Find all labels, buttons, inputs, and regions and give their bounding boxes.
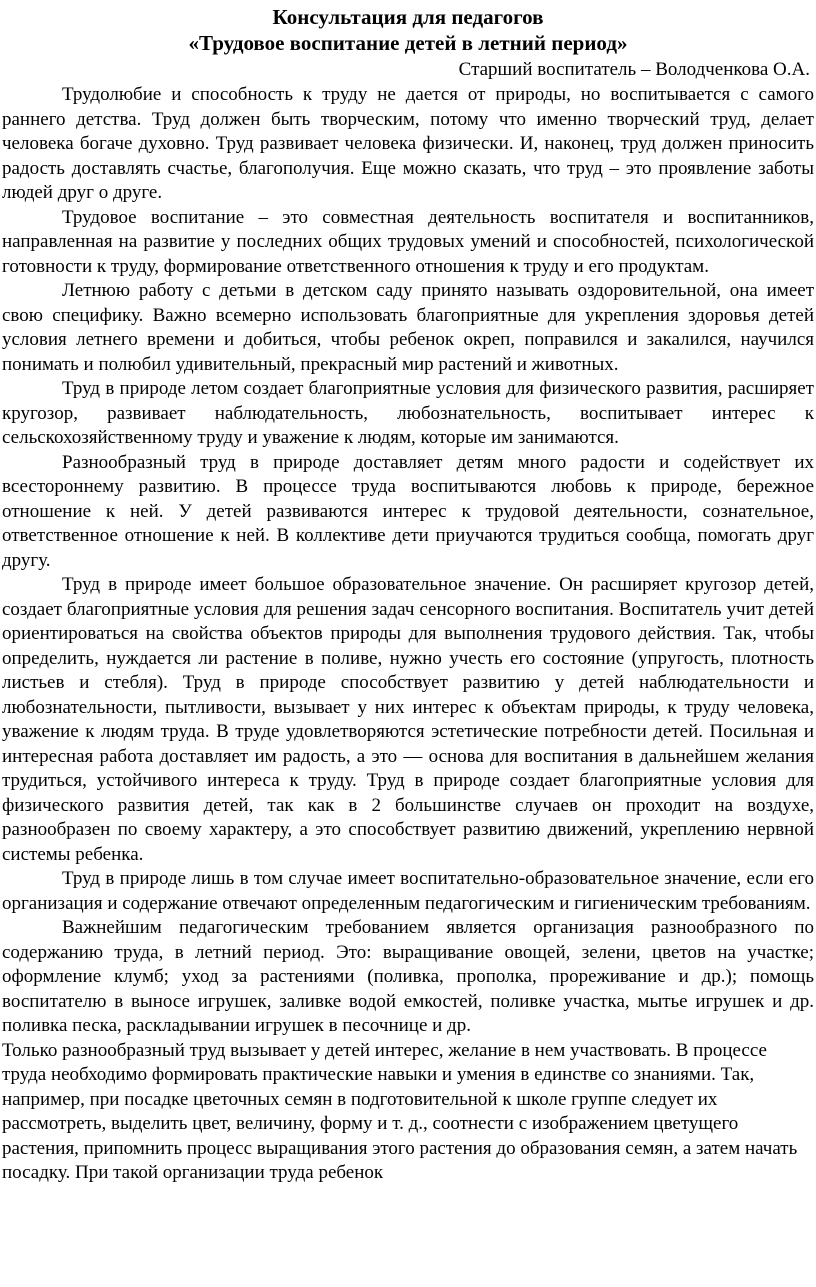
paragraph-9: Только разнообразный труд вызывает у детей интерес, желание в нем участвовать. В процессе труда необходимо формировать практические навыки и умения в единстве со знаниями. Так, например, при посадке цветочных семян в подготовительной к школе группе следует их рассмотреть, выделить цвет, величину, форму и т. д., соотнести с изображением цветущего растения, припомнить процесс выращивания этого растения до образования семян, а затем начать посадку. При такой организации труда ребенок [2,1039,798,1183]
document-title-line-1: Консультация для педагогов [272,5,544,29]
paragraph-3: Летнюю работу с детьми в детском саду принято называть оздоровительной, она имеет свою специфику. Важно всемерно использовать благоприятные для укрепления здоровья детей условия летнего времени и добиться, чтобы ребенок окреп, поправился и закалился, научился понимать и полюбил удивительный, прекрасный мир растений и животных. [2,280,814,375]
paragraph-1: Трудолюбие и способность к труду не дается от природы, но воспитывается с самого раннего детства. Труд должен быть творческим, потому что именно творческий труд, делает человека богаче духовно. Труд развивает человека физически. И, наконец, труд должен приносить радость доставлять счастье, благополучия. Еще можно сказать, что труд – это проявление заботы людей друг о друге. [2,84,814,203]
paragraph-7: Труд в природе лишь в том случае имеет воспитательно-образовательное значение, если его организация и содержание отвечают определенным педагогическим и гигиеническим требованиям. [2,868,814,914]
paragraph-5: Разнообразный труд в природе доставляет детям много радости и содействует их всестороннему развитию. В процессе труда воспитываются любовь к природе, бережное отношение к ней. У детей развиваются интерес к трудовой деятельности, сознательное, ответственное отношение к ней. В коллективе дети приучаются трудиться сообща, помогать друг другу. [2,451,814,571]
paragraph-6: Труд в природе имеет большое образовательное значение. Он расширяет кругозор детей, создает благоприятные условия для решения задач сенсорного воспитания. Воспитатель учит детей ориентироваться на свойства объектов природы для выполнения трудового действия. Так, чтобы определить, нуждается ли растение в поливе, нужно учесть его состояние (упругость, плотность листьев и стебля). Труд в природе способствует развитию у детей наблюдательности и любознательности, пытливости, вызывает у них интерес к объектам природы, к труду человека, уважение к людям труда. В труде удовлетворяются эстетические потребности детей. Посильная и интересная работа доставляет им радость, а это — основа для воспитания в дальнейшем желания трудиться, устойчивого интереса к труду. Труд в природе создает благоприятные условия для физического развития детей, так как в 2 большинстве случаев он проходит на воздухе, разнообразен по своему характеру, а это способствует развитию движений, укреплению нервной системы ребенка. [2,574,814,865]
document-author: Старший воспитатель – Володченкова О.А. [458,59,810,80]
paragraph-2: Трудовое воспитание – это совместная деятельность воспитателя и воспитанников, направленная на развитие у последних общих трудовых умений и способностей, психологической готовности к труду, формирование ответственного отношения к труду и его продуктам. [2,206,814,277]
document-title-line-2: «Трудовое воспитание детей в летний период» [188,31,628,55]
paragraph-8: Важнейшим педагогическим требованием является организация разнообразного по содержанию труда, в летний период. Это: выращивание овощей, зелени, цветов на участке; оформление клумб; уход за растениями (поливка, прополка, прореживание и др.); помощь воспитателю в выносе игрушек, заливке водой емкостей, поливке участка, мытье игрушек и др. поливка песка, раскладывании игрушек в песочнице и др. [2,917,814,1036]
paragraph-4: Труд в природе летом создает благоприятные условия для физического развития, расширяет кругозор, развивает наблюдательность, любознательность, воспитывает интерес к сельскохозяйственному труду и уважение к людям, которые им занимаются. [2,378,814,448]
